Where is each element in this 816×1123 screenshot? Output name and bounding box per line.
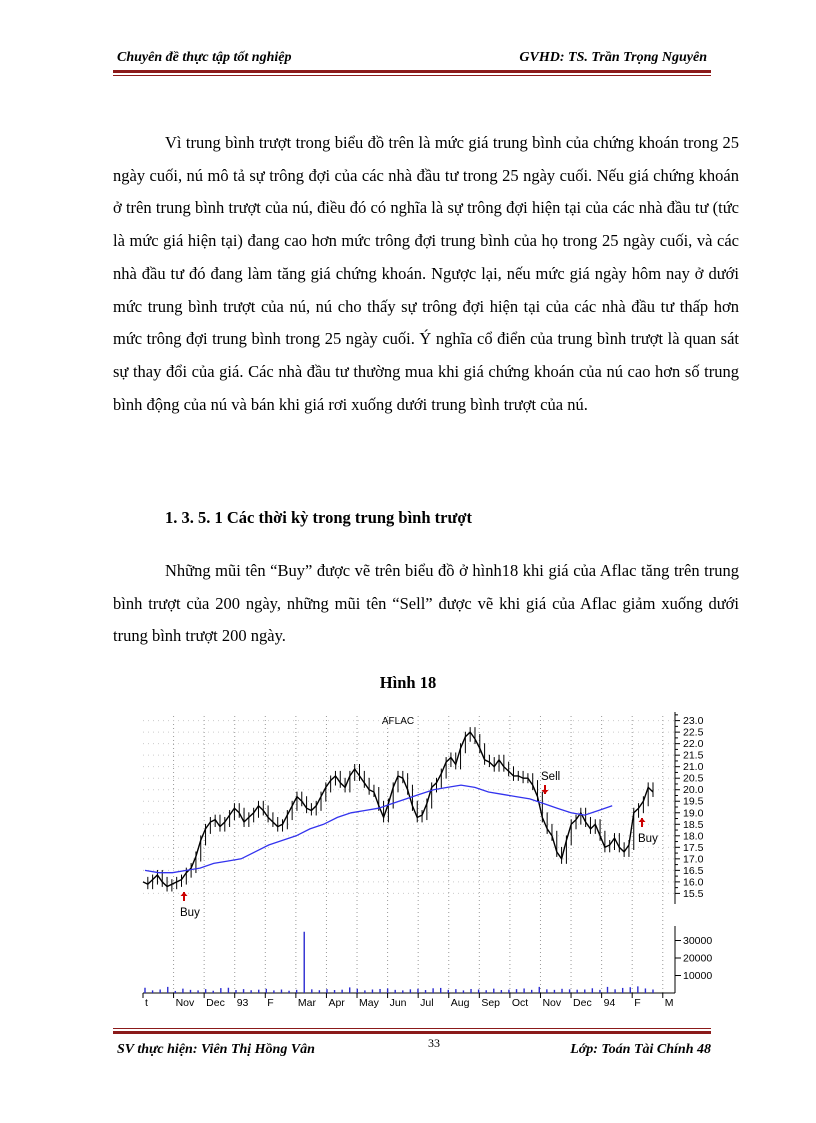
page-number: 33 bbox=[428, 1036, 440, 1050]
footer-rule-thin bbox=[113, 1028, 711, 1029]
body-paragraph-1: Vì trung bình trượt trong biểu đồ trên là mức giá trung bình của chứng khoán trong 25 ngày cuối, nú mô tả sự trông đợi của các nhà đầu tư trong 25 ngày cuối. Nếu giá chứng khoán ở trên trung bình trượt của nú, điều đó có nghĩa là sự trông đợi hiện tại của các nhà đầu tư (tức là mức giá hiện tại) đang cao hơn mức trông đợi trung bình của họ trong 25 ngày cuối, và các nhà đầu tư đó đang làm tăng giá chứng khoán. Ngược lại, nếu mức giá ngày hôm nay ở dưới mức trung bình trượt của nú, nú cho thấy sự trông đợi hiện tại của các nhà đầu tư thấp hơn mức trông đợi trung bình trong 25 ngày cuối. Ý nghĩa cổ điển của trung bình trượt là quan sát sự thay đổi của giá. Các nhà đầu tư thường mua khi giá chứng khoán của nú cao hơn số trung bình động của nú và bán khi giá rơi xuống dưới trung bình trượt của nú. bbox=[113, 133, 739, 414]
header-left: Chuyên đề thực tập tốt nghiệp bbox=[117, 50, 292, 65]
volume-tick-label: 10000 bbox=[683, 970, 713, 982]
footer-left: SV thực hiện: Viên Thị Hồng Vân bbox=[117, 1042, 315, 1057]
x-tick-label: 93 bbox=[236, 997, 249, 1009]
x-tick-label: Jul bbox=[420, 997, 434, 1009]
body-paragraph-2: Những mũi tên “Buy” được vẽ trên biểu đồ ở hình18 khi giá của Aflac tăng trên trung bình trượt của 200 ngày, những mũi tên “Sell” được vẽ khi giá của Aflac giảm xuống dưới trung bình trượt 200 ngày. bbox=[113, 561, 739, 646]
x-tick-label: Jun bbox=[389, 997, 407, 1009]
x-tick-label: Oct bbox=[511, 997, 529, 1009]
price-tick-label: 23.0 bbox=[683, 715, 704, 728]
x-tick-label: F bbox=[267, 997, 274, 1009]
x-tick-label: Sep bbox=[481, 997, 501, 1009]
price-tick-label: 22.0 bbox=[683, 738, 704, 751]
x-tick-label: 94 bbox=[603, 997, 616, 1009]
price-tick-label: 21.5 bbox=[683, 749, 704, 762]
price-tick-label: 18.0 bbox=[683, 830, 704, 843]
x-tick-label: May bbox=[359, 997, 379, 1009]
volume-tick-label: 20000 bbox=[683, 952, 713, 965]
price-tick-label: 20.0 bbox=[683, 784, 704, 797]
section-heading: 1. 3. 5. 1 Các thời kỳ trong trung bình trượt bbox=[165, 508, 473, 527]
volume-tick-label: 30000 bbox=[683, 935, 713, 947]
x-tick-label: Mar bbox=[297, 997, 316, 1009]
x-tick-label: t bbox=[145, 997, 148, 1009]
x-tick-label: Nov bbox=[542, 997, 562, 1009]
header-rule-thin bbox=[113, 75, 711, 76]
price-tick-label: 20.5 bbox=[683, 772, 704, 785]
chart-title: AFLAC bbox=[381, 716, 415, 727]
figure-caption: Hình 18 bbox=[379, 673, 437, 692]
price-tick-label: 19.5 bbox=[683, 795, 704, 808]
price-tick-label: 16.5 bbox=[683, 864, 704, 877]
price-tick-label: 21.0 bbox=[683, 761, 704, 774]
x-tick-label: Apr bbox=[328, 997, 345, 1009]
header-right: GVHD: TS. Trần Trọng Nguyên bbox=[519, 50, 707, 65]
price-tick-label: 22.5 bbox=[683, 726, 704, 739]
signal-label: Buy bbox=[638, 833, 658, 845]
x-tick-label: F bbox=[634, 997, 641, 1009]
price-tick-label: 17.5 bbox=[683, 841, 704, 854]
price-tick-label: 16.0 bbox=[683, 876, 704, 889]
price-tick-label: 15.5 bbox=[683, 887, 704, 900]
header-rule-thick bbox=[113, 70, 711, 73]
x-tick-label: Dec bbox=[573, 997, 592, 1009]
price-tick-label: 19.0 bbox=[683, 807, 704, 820]
price-tick-label: 18.5 bbox=[683, 818, 704, 831]
page-header bbox=[113, 48, 711, 70]
x-tick-label: Dec bbox=[206, 997, 225, 1009]
signal-label: Buy bbox=[180, 907, 200, 919]
price-tick-label: 17.0 bbox=[683, 853, 704, 866]
x-tick-label: Nov bbox=[175, 997, 195, 1009]
x-tick-label: M bbox=[664, 997, 674, 1009]
signal-label: Sell bbox=[541, 771, 561, 783]
footer-rule-thick bbox=[113, 1031, 711, 1034]
x-tick-label: Aug bbox=[450, 997, 470, 1009]
footer-right: Lớp: Toán Tài Chính 48 bbox=[570, 1042, 711, 1057]
aflac-price-chart bbox=[140, 708, 713, 1010]
